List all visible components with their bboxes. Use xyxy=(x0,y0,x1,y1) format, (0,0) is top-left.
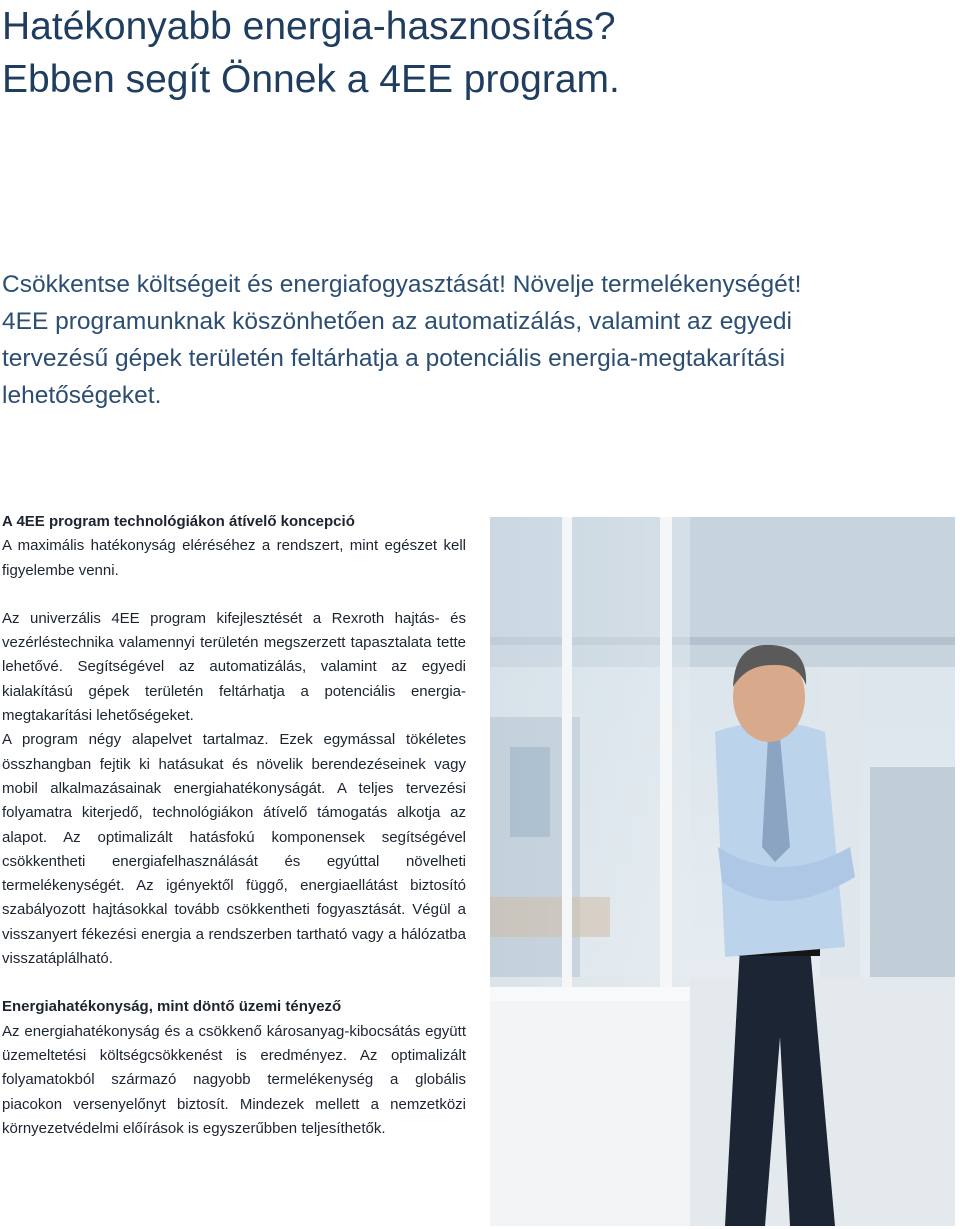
lead-line-2: 4EE programunknak köszönhetően az automatizálás, valamint az egyedi xyxy=(2,308,792,335)
text-column xyxy=(2,510,466,1141)
section2-body: Az energiahatékonyság és a csökkenő károsanyag-kibocsátás együtt üzemeltetési költségcsökkenést is eredményez. Az optimalizált folyamatokból származó nagyobb termelékenység a globális piacokon versenyelőnyt biztosít. Mindezek mellett a nemzetközi környezetvédelmi előírások is egyszerűbben teljesíthetők. xyxy=(2,1022,466,1137)
factory-photo xyxy=(490,517,955,1226)
title-line-1: Hatékonyabb energia-hasznosítás? xyxy=(2,5,616,48)
section1-intro: A maximális hatékonyság eléréséhez a rendszert, mint egészet kell figyelembe venni. xyxy=(2,537,466,579)
section2-heading: Energiahatékonyság, mint döntő üzemi tényező xyxy=(2,998,342,1016)
man-in-factory-illustration xyxy=(490,517,955,1226)
lead-paragraph xyxy=(2,266,952,414)
page-title xyxy=(2,0,942,106)
section1-paragraph-1: Az univerzális 4EE program kifejlesztését a Rexroth hajtás- és vezérléstechnika valamennyi területén megszerzett tapasztalata tette lehetővé. Segítségével az automatizálás, valamint az egyedi kialakítású gépek területén feltárhatja a potenciális energia-megtakarítási lehetőségeket. xyxy=(2,609,466,725)
title-line-2: Ebben segít Önnek a 4EE program. xyxy=(2,58,620,101)
lead-line-4: lehetőségeket. xyxy=(2,382,162,409)
section1-paragraph-2: A program négy alapelvet tartalmaz. Ezek egymással tökéletes összhangban fejtik ki hatásukat és növelik berendezéseinek vagy mobil alkalmazásainak energiahatékonyságát. A teljes tervezési folyamatra kiterjedő, technológiákon átívelő támogatás alkotja az alapot. Az optimalizált hatásfokú komponensek segítségével csökkentheti energiafelhasználását és egyúttal növelheti termelékenységét. Az igényektől függő, energiaellátást biztosító szabályozott hajtásokkal tovább csökkentheti fogyasztását. Végül a visszanyert fékezési energia a rendszerben tartható vagy a hálózatba visszatáplálható. xyxy=(2,731,466,968)
section1-heading: A 4EE program technológiákon átívelő koncepció xyxy=(2,513,355,530)
lead-line-3: tervezésű gépek területén feltárhatja a potenciális energia-megtakarítási xyxy=(2,345,786,372)
lead-line-1: Csökkentse költségeit és energiafogyasztását! Növelje termelékenységét! xyxy=(2,271,802,298)
